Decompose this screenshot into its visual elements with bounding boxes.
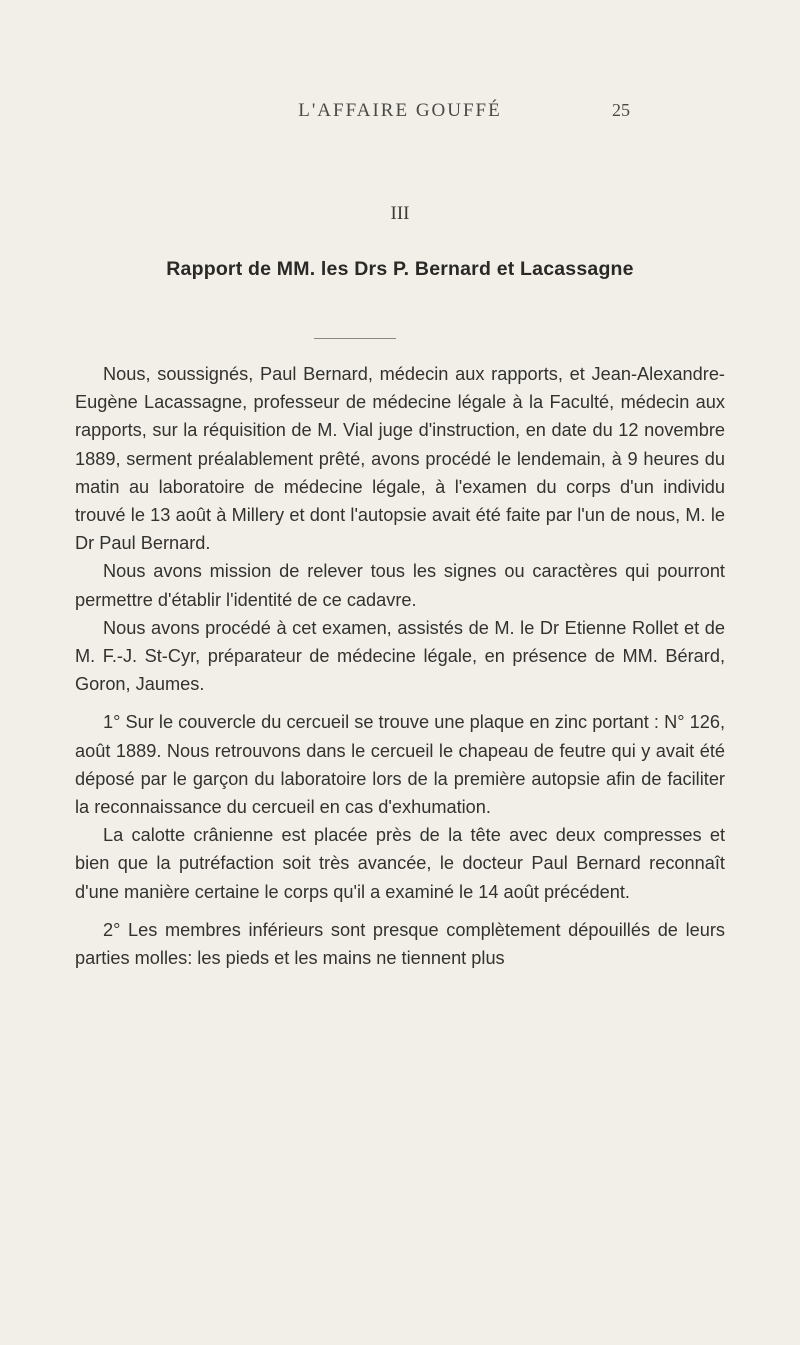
page-number: 25: [612, 100, 630, 120]
report-title: Rapport de MM. les Drs P. Bernard et Lacassagne: [166, 258, 634, 280]
title-divider: [314, 338, 396, 339]
paragraph-assistants: Nous avons procédé à cet examen, assistés de M. le Dr Etienne Rollet et de M. F.-J. St-Cyr, préparateur de médecine légale, en présence de MM. Bérard, Goron, Jaumes.: [75, 617, 725, 695]
running-header: [0, 100, 800, 124]
running-title: L'AFFAIRE GOUFFÉ: [298, 100, 502, 121]
body-text: [75, 360, 725, 972]
paragraph-mission: Nous avons mission de relever tous les signes ou caractères qui pourront permettre d'établir l'identité de ce cadavre.: [75, 561, 725, 610]
paragraph-skull: La calotte crânienne est placée près de la tête avec deux compresses et bien que la putréfaction soit très avancée, le docteur Paul Bernard reconnaît d'une manière certaine le corps qu'il a examiné le 14 août précédent.: [75, 825, 725, 902]
paragraph-intro: Nous, soussignés, Paul Bernard, médecin aux rapports, et Jean-Alexandre-Eugène Lacassagne, professeur de médecine légale à la Faculté, médecin aux rapports, sur la réquisition de M. Vial juge d'instruction, en date du 12 novembre 1889, serment préalablement prêté, avons procédé le lendemain, à 9 heures du matin au laboratoire de médecine légale, à l'examen du corps d'un individu trouvé le 13 août à Millery et dont l'autopsie avait été faite par l'un de nous, M. le Dr Paul Bernard.: [75, 364, 725, 554]
section-number: III: [390, 203, 410, 224]
paragraph-lower-limbs: 2° Les membres inférieurs sont presque complètement dépouillés de leurs parties molles: les pieds et les mains ne tiennent plus: [75, 919, 725, 969]
paragraph-coffin-plate: 1° Sur le couvercle du cercueil se trouve une plaque en zinc portant : N° 126, août 1889. Nous retrouvons dans le cercueil le chapeau de feutre qui y avait été déposé par le garçon du laboratoire lors de la première autopsie afin de faciliter la reconnaissance du cercueil en cas d'exhumation.: [75, 712, 725, 818]
